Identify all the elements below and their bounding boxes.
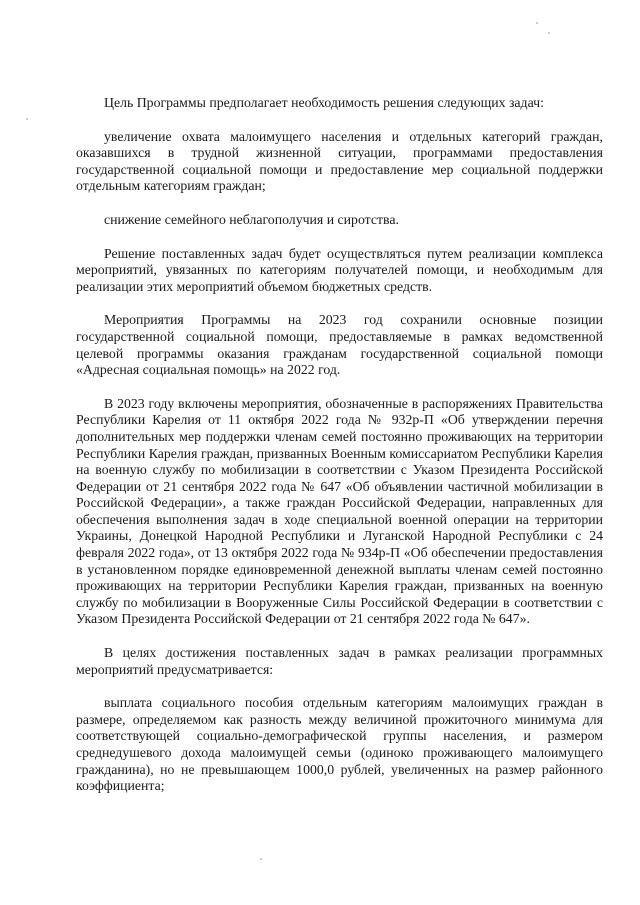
paragraph-task-orphanhood: снижение семейного неблагополучия и сиротства. [104, 211, 399, 227]
scan-speck [26, 118, 28, 120]
paragraph-measures-2023: Мероприятия Программы на 2023 год сохранили основные позиции государственной социальной помощи, предоставляемые в рамках ведомственной целевой программы оказания гражданам государственной социальной помощи «Адресная социальная помощь» на 2022 год. [76, 312, 603, 378]
paragraph-included-measures: В 2023 году включены мероприятия, обозначенные в распоряжениях Правительства Республики Карелия от 11 октября 2022 года № 932р-П «Об утверждении перечня дополнительных мер поддержки членам семей постоянно проживающих на территории Республики Карелия граждан, призванных Военным комиссариатом Республики Карелия на военную службу по мобилизации в соответствии с Указом Президента Российской Федерации от 21 сентября 2022 года № 647 «Об объявлении частичной мобилизации в Российской Федерации», а также граждан Российской Федерации, направленных для обеспечения выполнения задач в ходе специальной военной операции на территории Украины, Донецкой Народной Республики и Луганской Народной Республики с 24 февраля 2022 года», от 13 октября 2022 года № 934р-П «Об обеспечении предоставления в установленном порядке единовременной денежной выплаты членам семей постоянно проживающих на территории Республики Карелия граждан, призванных на военную службу по мобилизации в Вооруженные Силы Российской Федерации в соответствии с Указом Президента Российской Федерации от 21 сентября 2022 года № 647». [76, 395, 603, 627]
document-body [76, 95, 603, 812]
scan-speck [548, 32, 550, 34]
paragraph-provisions-intro: В целях достижения поставленных задач в рамках реализации программных мероприятий предусматривается: [76, 645, 603, 677]
scan-speck [536, 22, 538, 24]
paragraph-solution: Решение поставленных задач будет осуществляться путем реализации комплекса мероприятий, увязанных по категориям получателей помощи, и необходимым для реализации этих мероприятий объемом бюджетных средств. [76, 245, 603, 294]
paragraph-task-coverage: увеличение охвата малоимущего населения и отдельных категорий граждан, оказавшихся в трудной жизненной ситуации, программами предоставления государственной социальной помощи и предоставление мер социальной поддержки отдельным категориям граждан; [76, 128, 603, 194]
scan-speck [260, 858, 262, 860]
paragraph-social-benefit: выплата социального пособия отдельным категориям малоимущих граждан в размере, определяемом как разность между величиной прожиточного минимума для соответствующей социально-демографической группы населения, и размером среднедушевого дохода малоимущей семьи (одиноко проживающего малоимущего гражданина), но не превышающем 1000,0 рублей, увеличенных на размер районного коэффициента; [76, 695, 603, 794]
paragraph-goal: Цель Программы предполагает необходимость решения следующих задач: [104, 95, 544, 110]
